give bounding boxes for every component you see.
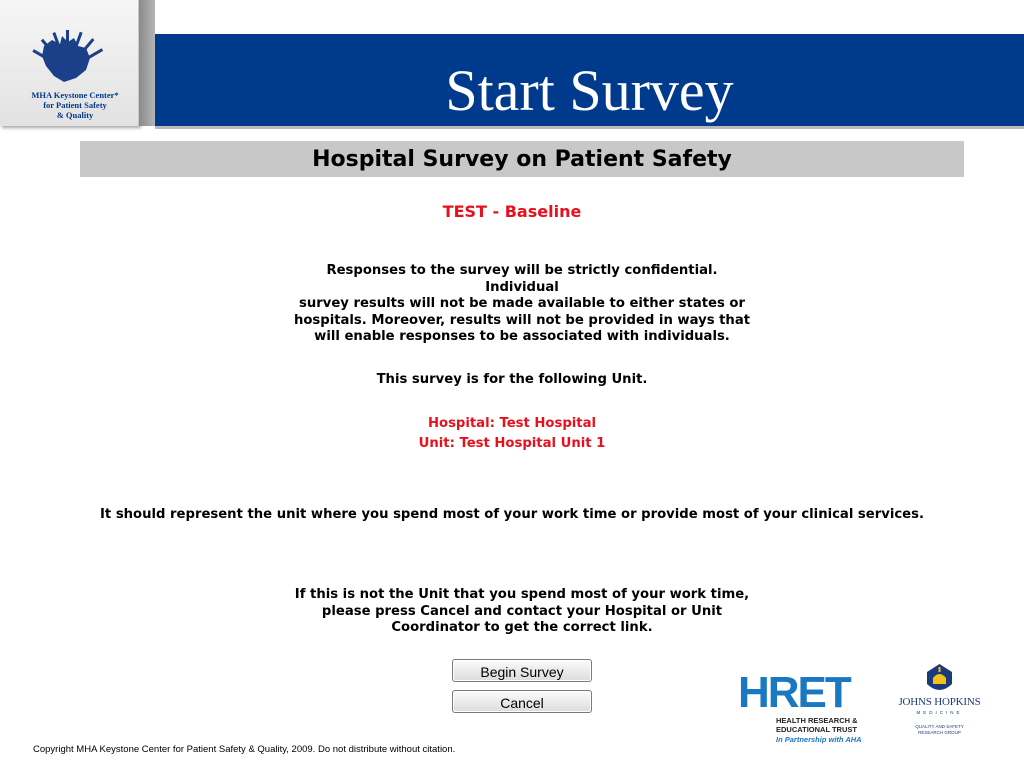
mha-logo-text [20, 90, 130, 120]
hret-logo [738, 668, 878, 753]
confidential-line-3: hospitals. Moreover, results will not be provided in ways that [293, 312, 751, 328]
cancel-button[interactable]: Cancel [452, 690, 592, 713]
johns-hopkins-logo [892, 662, 987, 742]
represent-instruction: It should represent the unit where you spend most of your work time or provide most of your clinical services. [100, 507, 924, 522]
for-unit-text: This survey is for the following Unit. [376, 372, 648, 387]
not-unit-line-3: Coordinator to get the correct link. [391, 620, 653, 635]
jh-medicine: MEDICINE [916, 710, 963, 715]
hret-line-2: EDUCATIONAL TRUST [776, 725, 857, 734]
not-unit-line-2: please press Cancel and contact your Hospital or Unit [321, 603, 723, 619]
jh-qual-line-1: QUALITY AND SAFETY [915, 724, 964, 729]
hospital-label: Hospital: Test Hospital [427, 416, 597, 431]
logo-edge-divider [139, 0, 155, 126]
confidential-line-1: Responses to the survey will be strictly confidential. Individual [326, 263, 718, 295]
confidential-line-4: will enable responses to be associated with individuals. [314, 329, 730, 344]
logo-line-1: MHA Keystone Center* [31, 90, 119, 100]
dome-shield-icon [892, 662, 987, 696]
mha-logo-panel [0, 0, 139, 126]
logo-line-3: & Quality [56, 110, 94, 120]
logo-line-2: for Patient Safety [43, 100, 107, 110]
hret-line-3: In Partnership with AHA [776, 735, 862, 744]
survey-title: Hospital Survey on Patient Safety [312, 147, 732, 172]
copyright-notice: Copyright MHA Keystone Center for Patient Safety & Quality, 2009. Do not distribute without citation. [33, 744, 456, 755]
hret-line-1: HEALTH RESEARCH & [776, 716, 858, 725]
not-unit-line-1: If this is not the Unit that you spend most of your work time, [294, 587, 750, 602]
jh-quality-group [892, 724, 987, 735]
confidentiality-notice [292, 263, 752, 346]
hret-letters: HRET [738, 668, 850, 717]
jh-name: JOHNS HOPKINS [898, 696, 981, 708]
unit-label: Unit: Test Hospital Unit 1 [418, 436, 606, 451]
michigan-sunburst-icon [0, 0, 138, 90]
not-unit-instruction [292, 587, 752, 637]
survey-name: TEST - Baseline [442, 202, 582, 221]
slide-title: Start Survey [445, 58, 734, 123]
begin-survey-button[interactable]: Begin Survey [452, 659, 592, 682]
jh-qual-line-2: RESEARCH GROUP [918, 729, 961, 735]
confidential-line-2: survey results will not be made available to either states or [299, 296, 745, 311]
